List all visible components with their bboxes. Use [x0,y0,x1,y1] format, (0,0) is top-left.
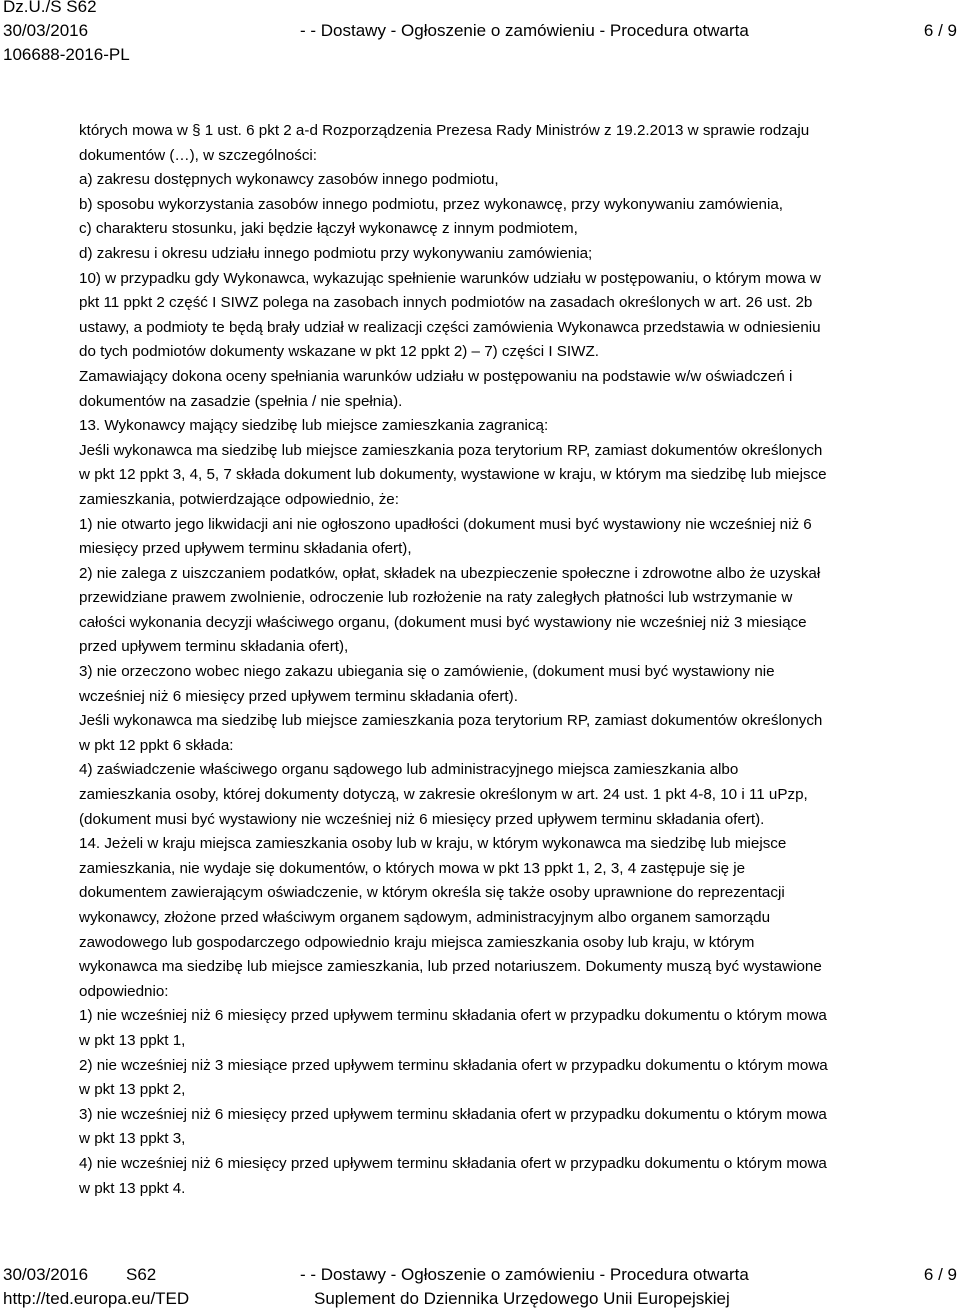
body-line: miesięcy przed upływem terminu składania ofert), [79,540,412,558]
body-line: b) sposobu wykorzystania zasobów innego podmiotu, przez wykonawcę, przy wykonywaniu zamówienia, [79,195,784,213]
body-line: wykonawca ma siedzibę lub miejsce zamieszkania, lub przed notariuszem. Dokumenty muszą być wystawione [79,958,822,976]
body-line: w pkt 12 ppkt 3, 4, 5, 7 składa dokument lub dokumenty, wystawione w kraju, w którym ma siedzibę lub miejsce [79,466,827,484]
body-line: do tych podmiotów dokumenty wskazane w pkt 12 ppkt 2) – 7) części I SIWZ. [79,343,599,361]
body-line: przewidziane prawem zwolnienie, odroczenie lub rozłożenie na raty zaległych płatności lub wstrzymanie w [79,589,793,607]
footer-section-title: - - Dostawy - Ogłoszenie o zamówieniu - Procedura otwarta [300,1265,749,1284]
body-line: odpowiednio: [79,982,169,1000]
body-line: 10) w przypadku gdy Wykonawca, wykazując spełnienie warunków udziału w postępowaniu, o którym mowa w [79,269,821,287]
header-section-title: - - Dostawy - Ogłoszenie o zamówieniu - Procedura otwarta [300,21,749,40]
body-line: 3) nie orzeczono wobec niego zakazu ubiegania się o zamówienie, (dokument musi być wystawiony nie [79,663,775,681]
footer-page-number: 6 / 9 [923,1265,957,1284]
body-line: zamieszkania, nie wydaje się dokumentów, o których mowa w pkt 13 ppkt 1, 2, 3, 4 zastępuje się je [79,859,746,877]
body-line: 2) nie wcześniej niż 3 miesiące przed upływem terminu składania ofert w przypadku dokumentu o którym mowa [79,1056,828,1074]
body-line: wykonawcy, złożone przed właściwym organem sądowym, administracyjnym albo organem samorządu [79,909,771,926]
document-body [79,119,959,1201]
body-line: a) zakresu dostępnych wykonawcy zasobów innego podmiotu, [79,171,499,189]
body-line: 3) nie wcześniej niż 6 miesięcy przed upływem terminu składania ofert w przypadku dokumentu o którym mowa [79,1105,827,1123]
body-line: Jeśli wykonawca ma siedzibę lub miejsce zamieszkania poza terytorium RP, zamiast dokumentów określonych [79,441,823,459]
body-line: dokumentów na zasadzie (spełnia / nie spełnia). [79,392,403,410]
body-line: 14. Jeżeli w kraju miejsca zamieszkania osoby lub w kraju, w którym wykonawca ma siedzibę lub miejsce [79,835,787,853]
body-line: d) zakresu i okresu udziału innego podmiotu przy wykonywaniu zamówienia; [79,244,593,262]
body-line: których mowa w § 1 ust. 6 pkt 2 a-d Rozporządzenia Prezesa Rady Ministrów z 19.2.2013 w sprawie rodzaju [79,122,810,139]
body-line: 4) nie wcześniej niż 6 miesięcy przed upływem terminu składania ofert w przypadku dokumentu o którym mowa [79,1154,827,1172]
body-line: 1) nie otwarto jego likwidacji ani nie ogłoszono upadłości (dokument musi być wystawiony nie wcześniej niż 6 [79,515,812,533]
header-journal: Dz.U./S S62 [3,0,97,16]
footer-date: 30/03/2016 [3,1265,89,1284]
body-line: całości wykonania decyzji właściwego organu, (dokument musi być wystawiony nie wcześniej niż 3 miesiące [79,613,807,631]
footer-url[interactable]: http://ted.europa.eu/TED [3,1289,190,1308]
body-line: zawodowego lub gospodarczego odpowiednio kraju miejsca zamieszkania osoby lub kraju, w którym [79,933,755,951]
body-line: w pkt 12 ppkt 6 składa: [79,736,234,754]
body-line: przed upływem terminu składania ofert), [79,638,349,656]
body-line: wcześniej niż 6 miesięcy przed upływem terminu składania ofert). [79,687,518,705]
body-line: 1) nie wcześniej niż 6 miesięcy przed upływem terminu składania ofert w przypadku dokumentu o którym mowa [79,1007,827,1025]
body-line: w pkt 13 ppkt 1, [79,1031,186,1049]
body-line: 2) nie zalega z uiszczaniem podatków, opłat, składek na ubezpieczenie społeczne i zdrowotne albo że uzyskał [79,564,821,582]
body-line: 4) zaświadczenie właściwego organu sądowego lub administracyjnego miejsca zamieszkania albo [79,761,739,779]
body-line: Jeśli wykonawca ma siedzibę lub miejsce zamieszkania poza terytorium RP, zamiast dokumentów określonych [79,712,823,730]
body-line: 13. Wykonawcy mający siedzibę lub miejsce zamieszkania zagranicą: [79,417,549,435]
body-line: (dokument musi być wystawiony nie wcześniej niż 6 miesięcy przed upływem terminu składania ofert). [79,810,765,828]
body-line: zamieszkania, potwierdzające odpowiednio, że: [79,490,399,508]
header-page-number: 6 / 9 [923,21,957,40]
body-line: c) charakteru stosunku, jaki będzie łączył wykonawcę z innym podmiotem, [79,220,578,238]
header-doc-id: 106688-2016-PL [3,45,130,64]
body-line: w pkt 13 ppkt 4. [79,1179,186,1197]
body-line: w pkt 13 ppkt 2, [79,1081,186,1099]
body-line: pkt 11 ppkt 2 część I SIWZ polega na zasobach innych podmiotów na zasadach określonych w art. 26 ust. 2b [79,294,813,312]
body-line: Zamawiający dokona oceny spełniania warunków udziału w postępowaniu na podstawie w/w oświadczeń i [79,367,793,385]
body-line: dokumentem zawierającym oświadczenie, w którym określa się także osoby uprawnione do reprezentacji [79,884,785,902]
footer-supplement-title: Suplement do Dziennika Urzędowego Unii Europejskiej [314,1289,730,1308]
header-date: 30/03/2016 [3,21,89,40]
body-line: dokumentów (…), w szczególności: [79,146,318,164]
footer-series: S62 [126,1265,157,1284]
body-line: w pkt 13 ppkt 3, [79,1130,186,1148]
body-line: zamieszkania osoby, której dokumenty dotyczą, w zakresie określonym w art. 24 ust. 1 pkt 4-8, 10 i 11 uPzp, [79,786,808,804]
body-line: ustawy, a podmioty te będą brały udział w realizacji części zamówienia Wykonawca przedstawia w odniesieniu [79,318,821,336]
